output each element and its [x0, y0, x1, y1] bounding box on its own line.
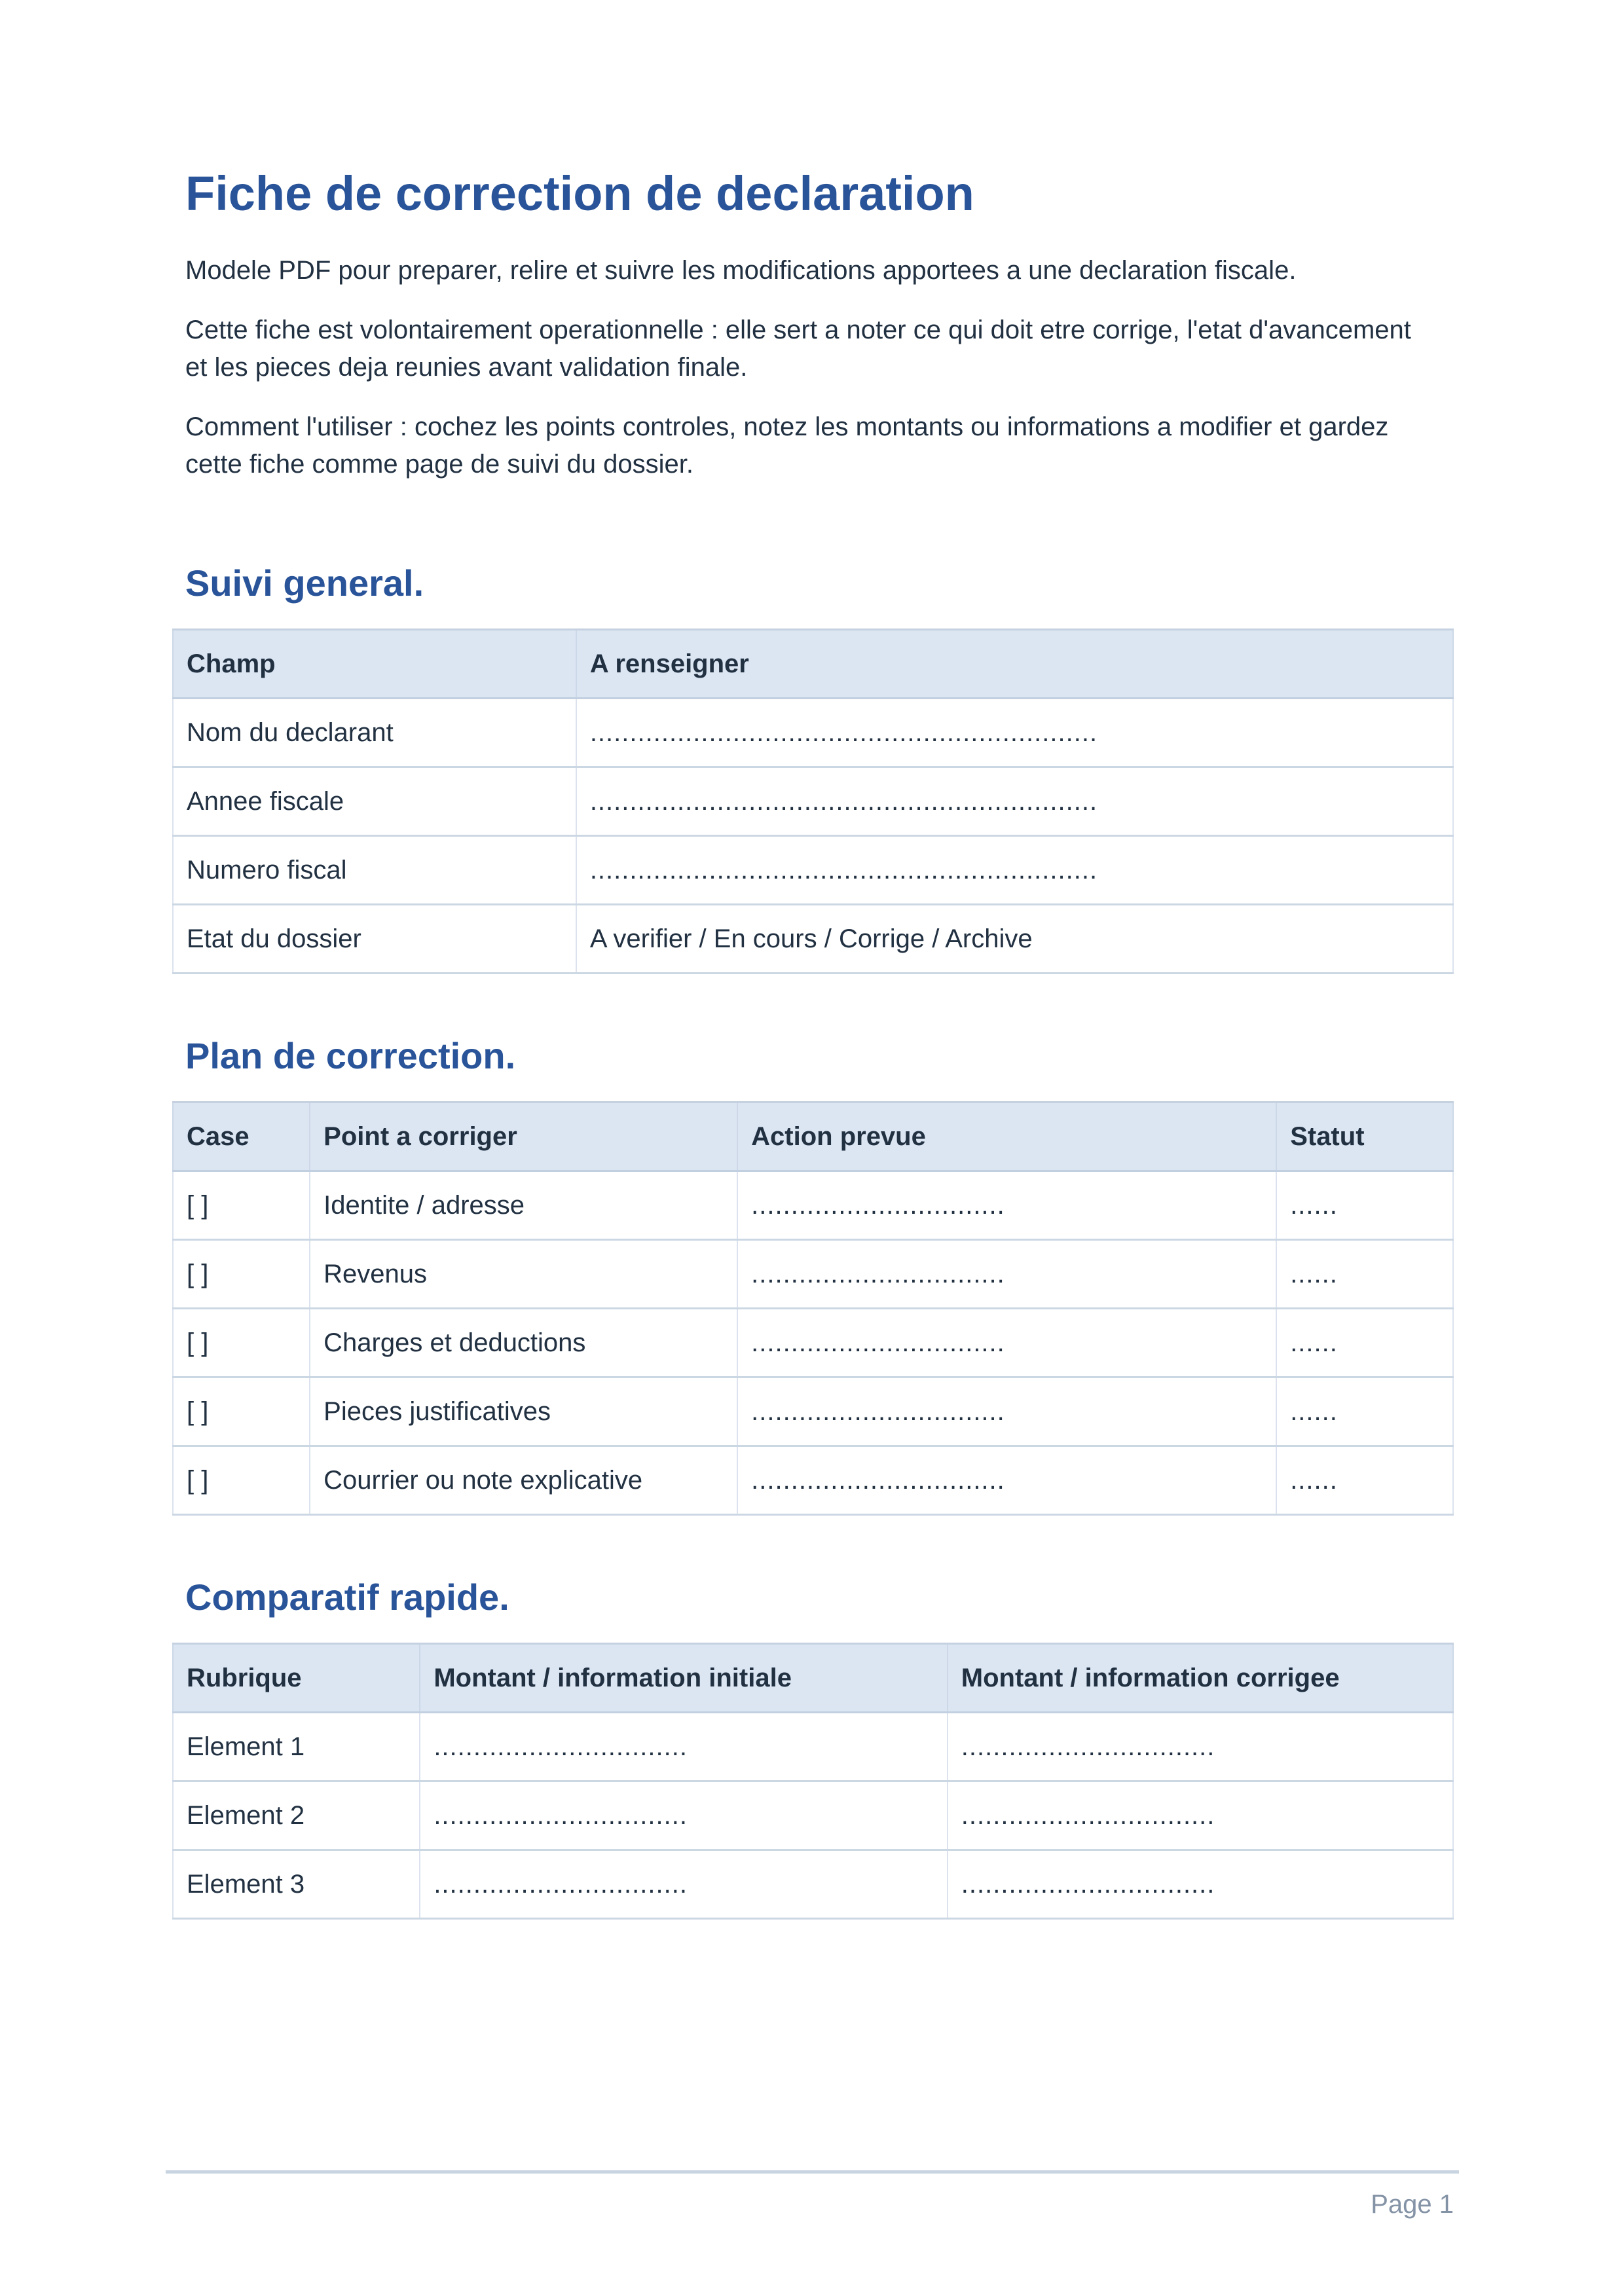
- statut-cell: ......: [1276, 1446, 1453, 1515]
- statut-cell: ......: [1276, 1377, 1453, 1446]
- table-row: [173, 1240, 1453, 1309]
- page-title: Fiche de correction de declaration: [185, 166, 974, 221]
- intro-block: [172, 252, 1454, 483]
- initiale-cell: ................................: [420, 1850, 947, 1919]
- corrigee-cell: ................................: [948, 1850, 1453, 1919]
- checkbox-placeholder: [ ]: [173, 1309, 310, 1377]
- action-cell: ................................: [737, 1240, 1276, 1309]
- action-cell: ................................: [737, 1446, 1276, 1515]
- column-header-a-renseigner: A renseigner: [576, 630, 1453, 699]
- table-row: [173, 1850, 1453, 1919]
- valeur-cell: ................................................................: [576, 699, 1453, 767]
- checkbox-placeholder: [ ]: [173, 1171, 310, 1240]
- action-cell: ................................: [737, 1171, 1276, 1240]
- section-heading-comparatif: Comparatif rapide.: [185, 1576, 509, 1618]
- page-number: Page 1: [1371, 2190, 1454, 2219]
- statut-cell: ......: [1276, 1309, 1453, 1377]
- corrigee-cell: ................................: [948, 1713, 1453, 1781]
- checkbox-placeholder: [ ]: [173, 1377, 310, 1446]
- initiale-cell: ................................: [420, 1781, 947, 1850]
- point-cell: Revenus: [310, 1240, 737, 1309]
- table-row: [173, 767, 1453, 836]
- table-header-row: [173, 1102, 1453, 1171]
- column-header-point: Point a corriger: [310, 1102, 737, 1171]
- checkbox-placeholder: [ ]: [173, 1446, 310, 1515]
- table-row: [173, 1446, 1453, 1515]
- section-heading-plan-correction: Plan de correction.: [185, 1035, 516, 1076]
- rubrique-cell: Element 3: [173, 1850, 420, 1919]
- champ-cell: Etat du dossier: [173, 905, 576, 974]
- section-heading-suivi-general: Suivi general.: [185, 562, 424, 604]
- column-header-corrigee: Montant / information corrigee: [948, 1644, 1453, 1713]
- plan-correction-table: [172, 1101, 1454, 1516]
- intro-paragraph: Cette fiche est volontairement operationnelle : elle sert a noter ce qui doit etre corrige, l'etat d'avancement et les pieces deja reunies avant validation finale.: [185, 316, 1411, 382]
- rubrique-cell: Element 2: [173, 1781, 420, 1850]
- point-cell: Courrier ou note explicative: [310, 1446, 737, 1515]
- table-row: [173, 905, 1453, 974]
- statut-cell: ......: [1276, 1171, 1453, 1240]
- intro-paragraph: Modele PDF pour preparer, relire et suivre les modifications apportees a une declaration fiscale.: [185, 256, 1297, 285]
- column-header-champ: Champ: [173, 630, 576, 699]
- table-row: [173, 1377, 1453, 1446]
- checkbox-placeholder: [ ]: [173, 1240, 310, 1309]
- column-header-initiale: Montant / information initiale: [420, 1644, 947, 1713]
- point-cell: Charges et deductions: [310, 1309, 737, 1377]
- action-cell: ................................: [737, 1377, 1276, 1446]
- valeur-cell: ................................................................: [576, 767, 1453, 836]
- page-content: [172, 0, 1454, 1920]
- intro-paragraph: Comment l'utiliser : cochez les points controles, notez les montants ou informations a modifier et gardez cette fiche comme page de suivi du dossier.: [185, 412, 1389, 479]
- table-header-row: [173, 630, 1453, 699]
- table-row: [173, 1713, 1453, 1781]
- table-row: [173, 699, 1453, 767]
- champ-cell: Annee fiscale: [173, 767, 576, 836]
- page-footer: [166, 2170, 1459, 2219]
- initiale-cell: ................................: [420, 1713, 947, 1781]
- point-cell: Identite / adresse: [310, 1171, 737, 1240]
- table-row: [173, 1309, 1453, 1377]
- champ-cell: Nom du declarant: [173, 699, 576, 767]
- table-row: [173, 836, 1453, 905]
- table-row: [173, 1781, 1453, 1850]
- valeur-cell: A verifier / En cours / Corrige / Archive: [576, 905, 1453, 974]
- table-header-row: [173, 1644, 1453, 1713]
- comparatif-table: [172, 1643, 1454, 1920]
- statut-cell: ......: [1276, 1240, 1453, 1309]
- suivi-general-table: [172, 629, 1454, 974]
- action-cell: ................................: [737, 1309, 1276, 1377]
- valeur-cell: ................................................................: [576, 836, 1453, 905]
- corrigee-cell: ................................: [948, 1781, 1453, 1850]
- column-header-case: Case: [173, 1102, 310, 1171]
- point-cell: Pieces justificatives: [310, 1377, 737, 1446]
- champ-cell: Numero fiscal: [173, 836, 576, 905]
- table-row: [173, 1171, 1453, 1240]
- column-header-rubrique: Rubrique: [173, 1644, 420, 1713]
- rubrique-cell: Element 1: [173, 1713, 420, 1781]
- column-header-action: Action prevue: [737, 1102, 1276, 1171]
- column-header-statut: Statut: [1276, 1102, 1453, 1171]
